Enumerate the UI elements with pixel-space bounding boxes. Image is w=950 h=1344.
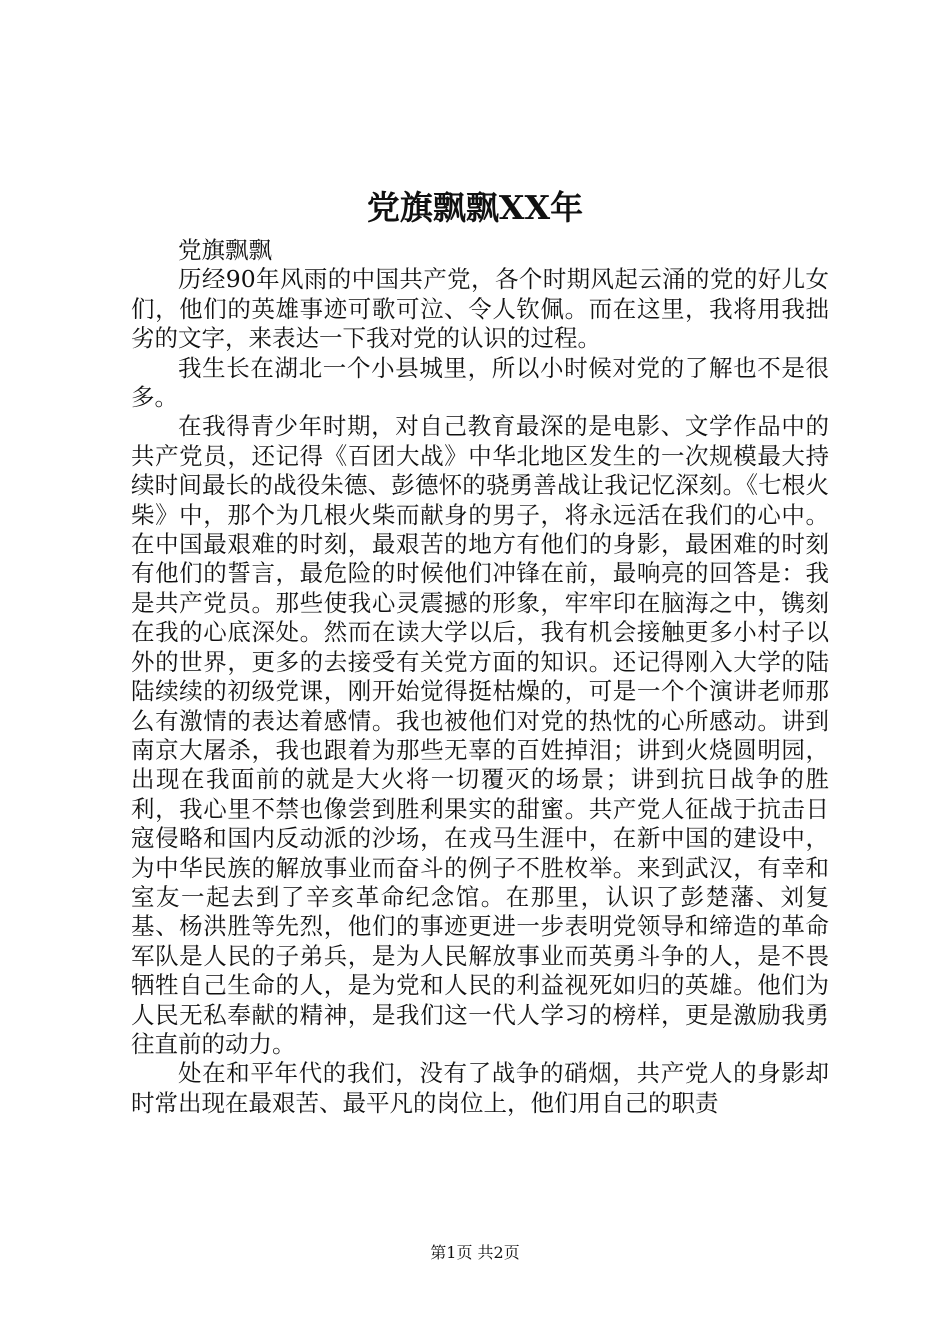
paragraph: 处在和平年代的我们，没有了战争的硝烟，共产党人的身影却时常出现在最艰苦、最平凡的岗位上，他们用自己的职责 [131, 1059, 829, 1117]
document-body [131, 236, 829, 1118]
document-subheading: 党旗飘飘 [178, 236, 272, 264]
page-number-footer: 第1页 共2页 [430, 1243, 520, 1262]
paragraph: 在我得青少年时期，对自己教育最深的是电影、文学作品中的共产党员，还记得《百团大战》中华北地区发生的一次规模最大持续时间最长的战役朱德、彭德怀的骁勇善战让我记忆深刻。《七根火柴》中，那个为几根火柴而献身的男子，将永远活在我们的心中。在中国最艰难的时刻，最艰苦的地方有他们的身影，最困难的时刻有他们的誓言，最危险的时候他们冲锋在前，最响亮的回答是：我是共产党员。那些使我心灵震撼的形象，牢牢印在脑海之中，镌刻在我的心底深处。然而在读大学以后，我有机会接触更多小村子以外的世界，更多的去接受有关党方面的知识。还记得刚入大学的陆陆续续的初级党课，刚开始觉得挺枯燥的，可是一个个演讲老师那么有激情的表达着感情。我也被他们对党的热忱的心所感动。讲到南京大屠杀，我也跟着为那些无辜的百姓掉泪；讲到火烧圆明园，出现在我面前的就是大火将一切覆灭的场景；讲到抗日战争的胜利，我心里不禁也像尝到胜利果实的甜蜜。共产党人征战于抗击日寇侵略和国内反动派的沙场，在戎马生涯中，在新中国的建设中，为中华民族的解放事业而奋斗的例子不胜枚举。来到武汉，有幸和室友一起去到了辛亥革命纪念馆。在那里，认识了彭楚藩、刘复基、杨洪胜等先烈，他们的事迹更进一步表明党领导和缔造的革命军队是人民的子弟兵，是为人民解放事业而英勇斗争的人，是不畏牺牲自己生命的人，是为党和人民的利益视死如归的英雄。他们为人民无私奉献的精神，是我们这一代人学习的榜样，更是激励我勇往直前的动力。 [131, 412, 829, 1058]
paragraph: 我生长在湖北一个小县城里，所以小时候对党的了解也不是很多。 [131, 353, 829, 412]
document-title: 党旗飘飘XX年 [366, 188, 584, 227]
paragraph: 历经90年风雨的中国共产党，各个时期风起云涌的党的好儿女们，他们的英雄事迹可歌可泣、令人钦佩。而在这里，我将用我拙劣的文字，来表达一下我对党的认识的过程。 [131, 265, 829, 353]
